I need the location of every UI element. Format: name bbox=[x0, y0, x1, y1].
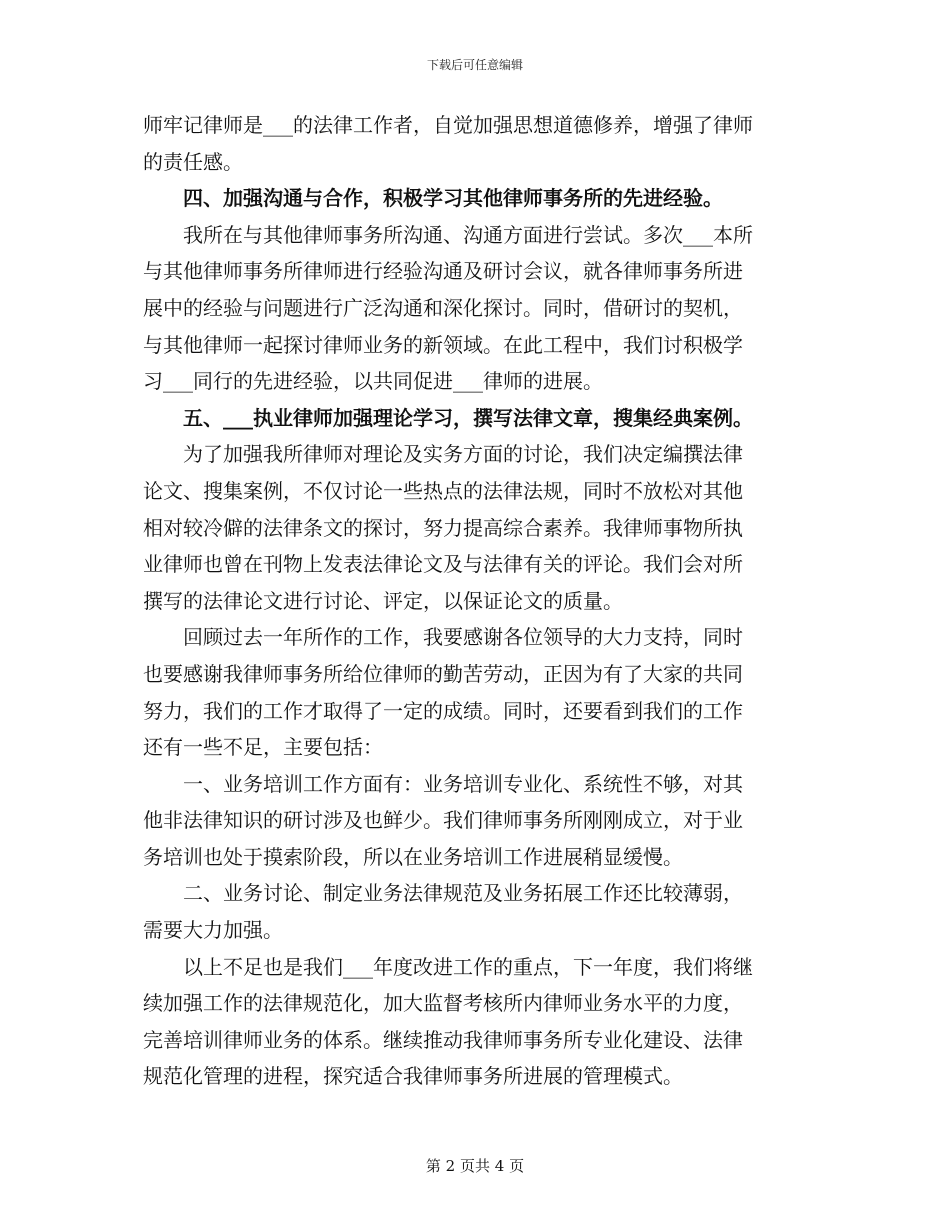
text-line: 论文、搜集案例，不仅讨论一些热点的法律法规，同时不放松对其他 bbox=[143, 478, 743, 503]
text-line: 展中的经验与问题进行广泛沟通和深化探讨。同时，借研讨的契机， bbox=[143, 295, 743, 320]
text-line: 续加强工作的法律规范化，加大监督考核所内律师业务水平的力度， bbox=[143, 991, 743, 1016]
page-header: 下载后可任意编辑 bbox=[426, 58, 523, 72]
text-line: 回顾过去一年所作的工作，我要感谢各位领导的大力支持，同时 bbox=[143, 625, 743, 650]
text-line: 撰写的法律论文进行讨论、评定，以保证论文的质量。 bbox=[143, 588, 623, 613]
document-body bbox=[143, 107, 823, 1095]
text-line: 为了加强我所律师对理论及实务方面的讨论，我们决定编撰法律 bbox=[143, 442, 743, 467]
section-heading: 五、___执业律师加强理论学习，撰写法律文章，搜集经典案例。 bbox=[143, 405, 753, 430]
text-line: 规范化管理的进程，探究适合我律师事务所进展的管理模式。 bbox=[143, 1064, 683, 1089]
text-line: 与其他律师一起探讨律师业务的新领域。在此工程中，我们讨积极学 bbox=[143, 332, 743, 357]
text-line: 与其他律师事务所律师进行经验沟通及研讨会议，就各律师事务所进 bbox=[143, 259, 743, 284]
text-line: 业律师也曾在刊物上发表法律论文及与法律有关的评论。我们会对所 bbox=[143, 552, 743, 577]
text-line: 需要大力加强。 bbox=[143, 918, 283, 943]
text-line: 相对较冷僻的法律条文的探讨，努力提高综合素养。我律师事物所执 bbox=[143, 515, 743, 540]
text-line: 的责任感。 bbox=[143, 149, 243, 174]
page-footer: 第 2 页共 4 页 bbox=[425, 1157, 525, 1175]
text-line: 师牢记律师是___的法律工作者，自觉加强思想道德修养，增强了律师 bbox=[143, 113, 753, 137]
text-line: 务培训也处于摸索阶段，所以在业务培训工作进展稍显缓慢。 bbox=[143, 844, 683, 869]
text-line: 二、业务讨论、制定业务法律规范及业务拓展工作还比较薄弱， bbox=[143, 881, 743, 906]
text-line: 一、业务培训工作方面有：业务培训专业化、系统性不够，对其 bbox=[143, 771, 743, 796]
text-line: 他非法律知识的研讨涉及也鲜少。我们律师事务所刚刚成立，对于业 bbox=[143, 808, 743, 833]
text-line: 我所在与其他律师事务所沟通、沟通方面进行尝试。多次___本所 bbox=[143, 222, 753, 247]
text-line: 也要感谢我律师事务所给位律师的勤苦劳动，正因为有了大家的共同 bbox=[143, 661, 743, 686]
text-line: 努力，我们的工作才取得了一定的成绩。同时，还要看到我们的工作 bbox=[143, 698, 743, 723]
section-heading: 四、加强沟通与合作，积极学习其他律师事务所的先进经验。 bbox=[143, 186, 723, 211]
text-line: 完善培训律师业务的体系。继续推动我律师事务所专业化建设、法律 bbox=[143, 1027, 743, 1052]
text-line: 习___同行的先进经验，以共同促进___律师的进展。 bbox=[143, 369, 603, 394]
text-line: 以上不足也是我们___年度改进工作的重点，下一年度，我们将继 bbox=[143, 954, 753, 979]
text-line: 还有一些不足，主要包括： bbox=[143, 735, 383, 760]
